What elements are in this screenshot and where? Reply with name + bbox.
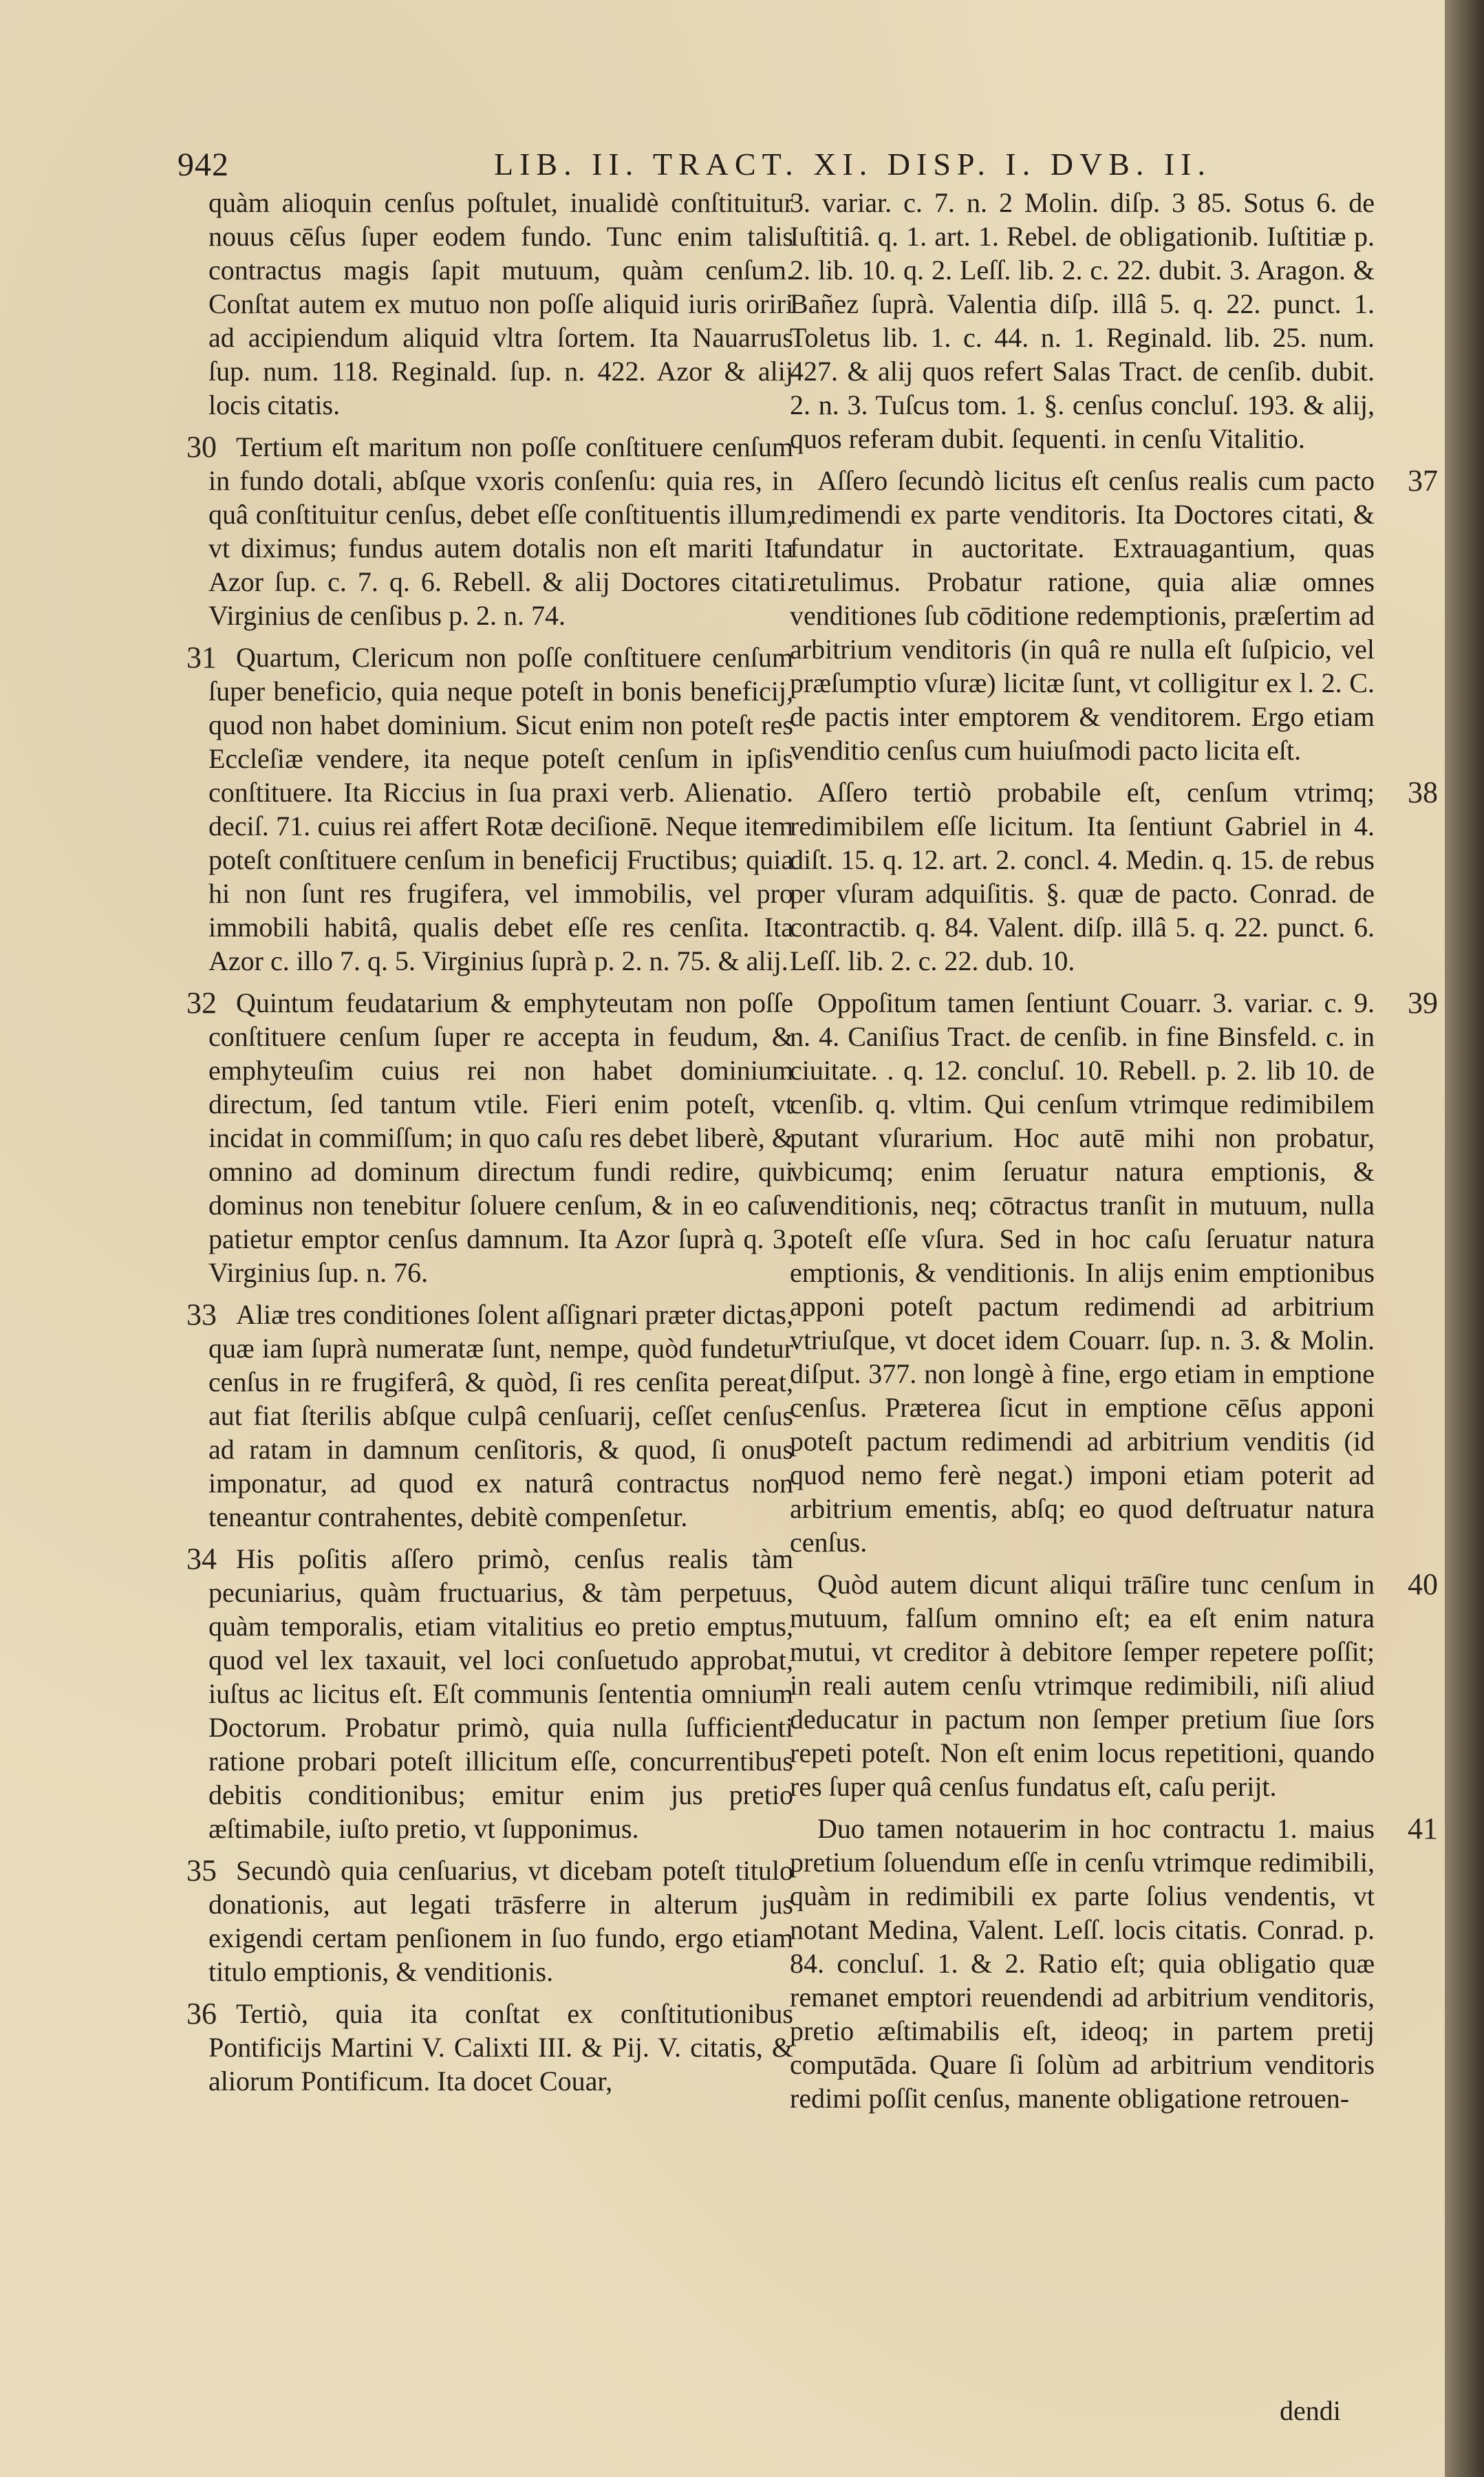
paragraph — [790, 1567, 1438, 1803]
paragraph-text: His poſitis aſſero primò, cenſus realis tàm pecuniarius, quàm fructuarius, & tàm perpetuus, quàm temporalis, etiam vitalitius eo pretio emptus, quod vel lex taxauit, vel loci conſuetudo approbat, iuſtus ac licitus eſt. Eſt communis ſententia omnium Doctorum. Probatur primò, quia nulla ſufficienti ratione probari poteſt illicitum eſſe, concurrentibus debitis conditionibus; emitur enim jus pretio æſtimabile, iuſto pretio, vt ſupponimus. — [208, 1543, 793, 1844]
paragraph — [186, 1854, 793, 1988]
margin-number: 33 — [186, 1298, 217, 1331]
paragraph-text: Quartum, Clericum non poſſe conſtituere cenſum ſuper beneficio, quia neque poteſt in bonis beneficij, quod non habet dominium. Sicut enim non poteſt res Eccleſiæ vendere, ita neque poteſt cenſum in ipſis conſtituere. Ita Riccius in ſua praxi verb. Alienatio. deciſ. 71. cuius rei affert Rotæ deciſionē. Neque item poteſt conſtituere cenſum in beneficij Fructibus; quia hi non ſunt res frugifera, vel immobilis, vel pro immobili habitâ, qualis debet eſſe res cenſita. Ita Azor c. illo 7. q. 5. Virginius ſuprà p. 2. n. 75. & alij. — [208, 642, 793, 976]
margin-number: 34 — [186, 1542, 217, 1576]
paragraph-text: Aſſero ſecundò licitus eſt cenſus realis cum pacto redimendi ex parte venditoris. Ita Doctores citati, & fundatur in auctoritate. Extrauagantium, quas retulimus. Probatur ratione, quia aliæ omnes venditiones ſub cōditione redemptionis, præſertim ad arbitrium venditoris (in quâ re nulla eſt ſuſpicio, vel præſumptio vſuræ) licitæ ſunt, vt colligitur ex l. 2. C. de pactis inter emptorem & venditorem. Ergo etiam venditio cenſus cum huiuſmodi pacto licita eſt. — [790, 465, 1375, 766]
paragraph-text: Duo tamen notauerim in hoc contractu 1. maius pretium ſoluendum eſſe in cenſu vtrimque redimibili, quàm in redimibili ex parte ſolius vendentis, vt notant Medina, Valent. Leſſ. locis citatis. Conrad. p. 84. concluſ. 1. & 2. Ratio eſt; quia obligatio quæ remanet emptori reuendendi ad arbitrium venditoris, pretio æſtimabilis eſt, ideoq; in partem pretij computāda. Quare ſi ſolùm ad arbitrium venditoris redimi poſſit cenſus, manente obligatione retrouen- — [790, 1813, 1375, 2114]
left-column — [186, 186, 793, 2106]
paragraph — [790, 775, 1438, 978]
paragraph-text: Quintum feudatarium & emphyteutam non poſſe conſtituere cenſum ſuper re accepta in feudum, & emphyteuſim cuius rei non habet dominium directum, ſed tantum vtile. Fieri enim poteſt, vt incidat in commiſſum; in quo caſu res debet liberè, & omnino ad dominum directum fundi redire, qui dominus non tenebitur ſoluere cenſum, & in eo caſu patietur emptor cenſus damnum. Ita Azor ſuprà q. 3. Virginius ſup. n. 76. — [208, 987, 793, 1288]
book-edge — [1445, 0, 1484, 2477]
paragraph — [186, 986, 793, 1289]
paragraph-text: Quòd autem dicunt aliqui trāſire tunc cenſum in mutuum, falſum omnino eſt; ea eſt enim natura mutui, vt creditor à debitore ſemper repetere poſſit; in reali autem cenſu vtrimque redimibili, niſi aliud deducatur in pactum non ſemper pretium ſiue ſors repeti poteſt. Non eſt enim locus repetitioni, quando res ſuper quâ cenſus fundatus eſt, caſu perijt. — [790, 1569, 1375, 1802]
margin-number: 31 — [186, 641, 217, 674]
paragraph — [186, 1997, 793, 2098]
margin-number: 30 — [186, 430, 217, 464]
folio-number: 942 — [178, 147, 229, 183]
paragraph — [186, 1542, 793, 1845]
paragraph — [186, 430, 793, 632]
paragraph — [208, 186, 793, 422]
paragraph-text: Tertium eſt maritum non poſſe conſtituere cenſum in fundo dotali, abſque vxoris conſenſu: quia res, in quâ conſtituitur cenſus, debet eſſe conſtituentis illum, vt diximus; fundus autem dotalis non eſt mariti Ita Azor ſup. c. 7. q. 6. Rebell. & alij Doctores citati. Virginius de cenſibus p. 2. n. 74. — [208, 431, 793, 631]
paragraph — [790, 986, 1438, 1559]
paragraph — [790, 1812, 1438, 2115]
page-header — [178, 146, 1416, 187]
margin-number: 37 — [1408, 464, 1438, 497]
paragraph-text: Tertiò, quia ita conſtat ex conſtitutionibus Pontificijs Martini V. Calixti III. & Pij. V. citatis, & aliorum Pontificum. Ita docet Couar, — [208, 1998, 793, 2097]
paragraph-text: Aliæ tres conditiones ſolent aſſignari præter dictas, quæ iam ſuprà numeratæ ſunt, nempe, quòd fundetur cenſus in re frugiferâ, & quòd, ſi res cenſita pereat, aut fiat ſterilis abſque culpâ cenſuarij, ceſſet cenſus ad ratam in damnum cenſitoris, & quod, ſi onus imponatur, ad quod ex naturâ contractus non teneantur contrahentes, debitè compenſetur. — [208, 1299, 793, 1532]
margin-number: 41 — [1408, 1812, 1438, 1845]
margin-number: 36 — [186, 1997, 217, 2030]
right-column — [790, 186, 1438, 2123]
paragraph-text: quàm alioquin cenſus poſtulet, inualidè conſtituitur nouus cēſus ſuper eodem fundo. Tunc enim talis contractus magis ſapit mutuum, quàm cenſum. Conſtat autem ex mutuo non poſſe aliquid iuris oriri ad accipiendum aliquid vltra ſortem. Ita Nauarrus ſup. num. 118. Reginald. ſup. n. 422. Azor & alij locis citatis. — [208, 187, 793, 420]
margin-number: 32 — [186, 986, 217, 1020]
margin-number: 39 — [1408, 986, 1438, 1020]
paragraph-text: Aſſero tertiò probabile eſt, cenſum vtrimq; redimibilem eſſe licitum. Ita ſentiunt Gabriel in 4. diſt. 15. q. 12. art. 2. concl. 4. Medin. q. 15. de rebus per vſuram adquiſitis. §. quæ de pacto. Conrad. de contractib. q. 84. Valent. diſp. illâ 5. q. 22. punct. 6. Leſſ. lib. 2. c. 22. dub. 10. — [790, 777, 1375, 976]
paragraph — [790, 186, 1375, 455]
paragraph-text: 3. variar. c. 7. n. 2 Molin. diſp. 3 85. Sotus 6. de Iuſtitiâ. q. 1. art. 1. Rebel. de obligationib. Iuſtitiæ p. 2. lib. 10. q. 2. Leſſ. lib. 2. c. 22. dubit. 3. Aragon. & Bañez ſuprà. Valentia diſp. illâ 5. q. 22. punct. 1. Toletus lib. 1. c. 44. n. 1. Reginald. lib. 25. num. 427. & alij quos refert Salas Tract. de cenſib. dubit. 2. n. 3. Tuſcus tom. 1. §. cenſus concluſ. 193. & alij, quos referam dubit. ſequenti. in cenſu Vitalitio. — [790, 187, 1375, 454]
margin-number: 38 — [1408, 775, 1438, 809]
margin-number: 40 — [1408, 1567, 1438, 1601]
margin-number: 35 — [186, 1854, 217, 1887]
paragraph — [790, 464, 1438, 767]
paragraph — [186, 641, 793, 978]
running-head: LIB. II. TRACT. XI. DISP. I. DVB. II. — [494, 147, 1212, 182]
paragraph — [186, 1298, 793, 1534]
catchword: dendi — [1280, 2395, 1341, 2426]
paragraph-text: Secundò quia cenſuarius, vt dicebam poteſt titulo donationis, aut legati trāsferre in alterum jus exigendi certam penſionem in ſuo fundo, ergo etiam titulo emptionis, & venditionis. — [208, 1855, 793, 1987]
paragraph-text: Oppoſitum tamen ſentiunt Couarr. 3. variar. c. 9. n. 4. Caniſius Tract. de cenſib. in fine Binsfeld. c. in ciuitate. . q. 12. concluſ. 10. Rebell. p. 2. lib 10. de cenſib. q. vltim. Qui cenſum vtrimque redimibilem putant vſurarium. Hoc autē mihi non probatur, vbicumq; enim ſeruatur natura emptionis, & venditionis, neq; cōtractus tranſit in mutuum, nulla poteſt eſſe vſura. Sed in hoc caſu ſeruatur natura emptionis, & venditionis. In alijs enim emptionibus apponi poteſt pactum redimendi ad arbitrium vtriuſque, vt docet idem Couarr. ſup. n. 3. & Molin. diſput. 377. non longè à fine, ergo etiam in emptione cenſus. Præterea ſicut in emptione cēſus apponi poteſt pactum redimendi ad arbitrium venditis (id quod nemo ferè negat.) imponi etiam poterit ad arbitrium ementis, abſq; eo quod deſtruatur natura cenſus. — [790, 987, 1375, 1558]
